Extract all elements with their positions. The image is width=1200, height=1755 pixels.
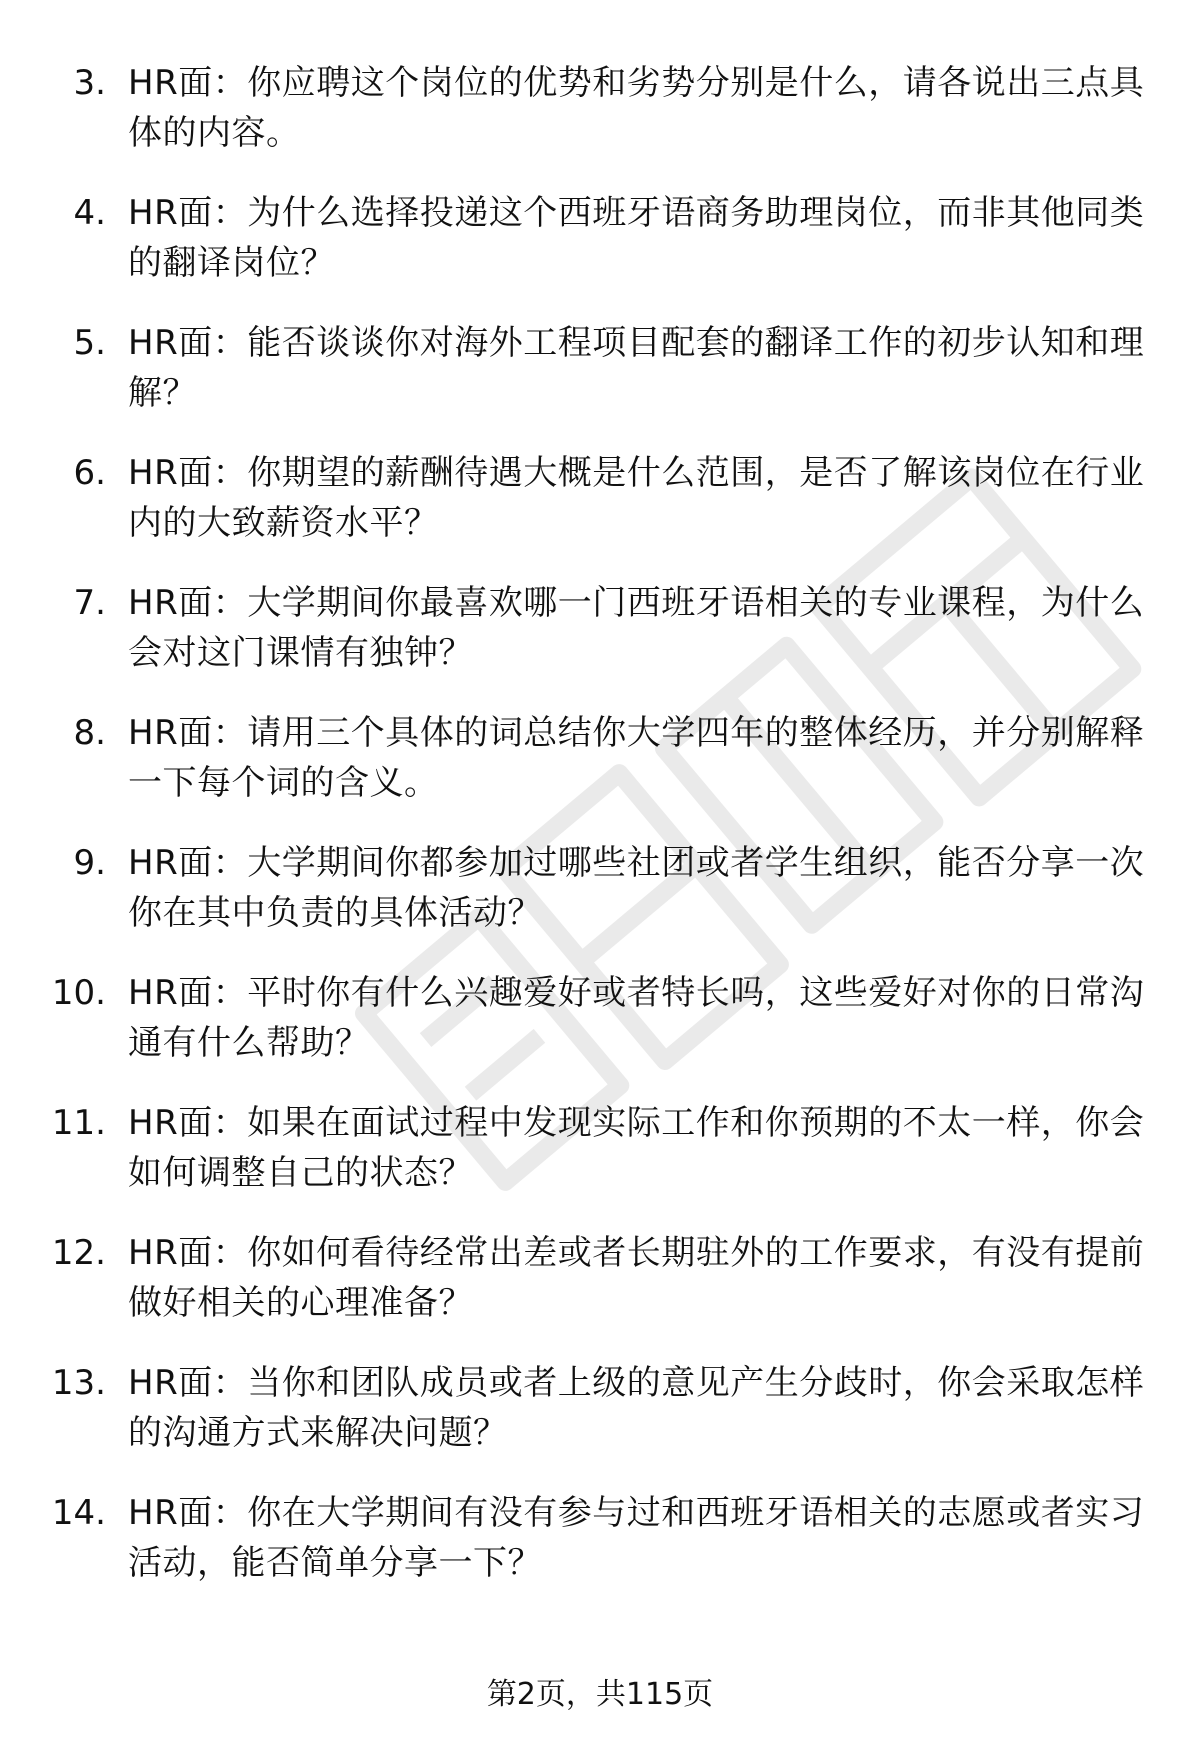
- list-item: [0, 838, 1200, 968]
- list-item: [0, 58, 1200, 188]
- list-item: [0, 708, 1200, 838]
- page-number-footer: 第2页，共115页: [486, 1677, 714, 1712]
- question-number: 7.: [73, 583, 106, 623]
- question-text: HR面：你期望的薪酬待遇大概是什么范围，是否了解该岗位在行业内的大致薪资水平？: [128, 453, 1145, 543]
- question-text: HR面：如果在面试过程中发现实际工作和你预期的不太一样，你会如何调整自己的状态？: [128, 1103, 1145, 1193]
- question-number: 13.: [51, 1363, 106, 1403]
- question-text: HR面：你在大学期间有没有参与过和西班牙语相关的志愿或者实习活动，能否简单分享一下？: [128, 1493, 1145, 1583]
- list-item: [0, 578, 1200, 708]
- question-number: 9.: [73, 843, 106, 883]
- question-text: HR面：能否谈谈你对海外工程项目配套的翻译工作的初步认知和理解？: [128, 323, 1145, 413]
- list-item: [0, 1358, 1200, 1488]
- question-text: HR面：大学期间你都参加过哪些社团或者学生组织，能否分享一次你在其中负责的具体活动？: [128, 843, 1145, 933]
- list-item: [0, 188, 1200, 318]
- question-number: 8.: [73, 713, 106, 753]
- question-number: 14.: [51, 1493, 106, 1533]
- list-item: [0, 1488, 1200, 1618]
- question-text: HR面：你应聘这个岗位的优势和劣势分别是什么，请各说出三点具体的内容。: [128, 63, 1145, 153]
- question-number: 11.: [51, 1103, 106, 1143]
- question-text: HR面：为什么选择投递这个西班牙语商务助理岗位，而非其他同类的翻译岗位？: [128, 193, 1145, 283]
- question-number: 10.: [51, 973, 106, 1013]
- list-item: [0, 1098, 1200, 1228]
- question-text: HR面：大学期间你最喜欢哪一门西班牙语相关的专业课程，为什么会对这门课情有独钟？: [128, 583, 1145, 673]
- question-number: 4.: [73, 193, 106, 233]
- list-item: [0, 448, 1200, 578]
- question-text: HR面：当你和团队成员或者上级的意见产生分歧时，你会采取怎样的沟通方式来解决问题？: [128, 1363, 1145, 1453]
- question-number: 5.: [73, 323, 106, 363]
- list-item: [0, 318, 1200, 448]
- question-number: 6.: [73, 453, 106, 493]
- question-list: [0, 58, 1200, 1618]
- question-text: HR面：你如何看待经常出差或者长期驻外的工作要求，有没有提前做好相关的心理准备？: [128, 1233, 1145, 1323]
- question-text: HR面：请用三个具体的词总结你大学四年的整体经历，并分别解释一下每个词的含义。: [128, 713, 1145, 803]
- question-text: HR面：平时你有什么兴趣爱好或者特长吗，这些爱好对你的日常沟通有什么帮助？: [128, 973, 1145, 1063]
- list-item: [0, 968, 1200, 1098]
- list-item: [0, 1228, 1200, 1358]
- question-number: 3.: [73, 63, 106, 103]
- question-number: 12.: [51, 1233, 106, 1273]
